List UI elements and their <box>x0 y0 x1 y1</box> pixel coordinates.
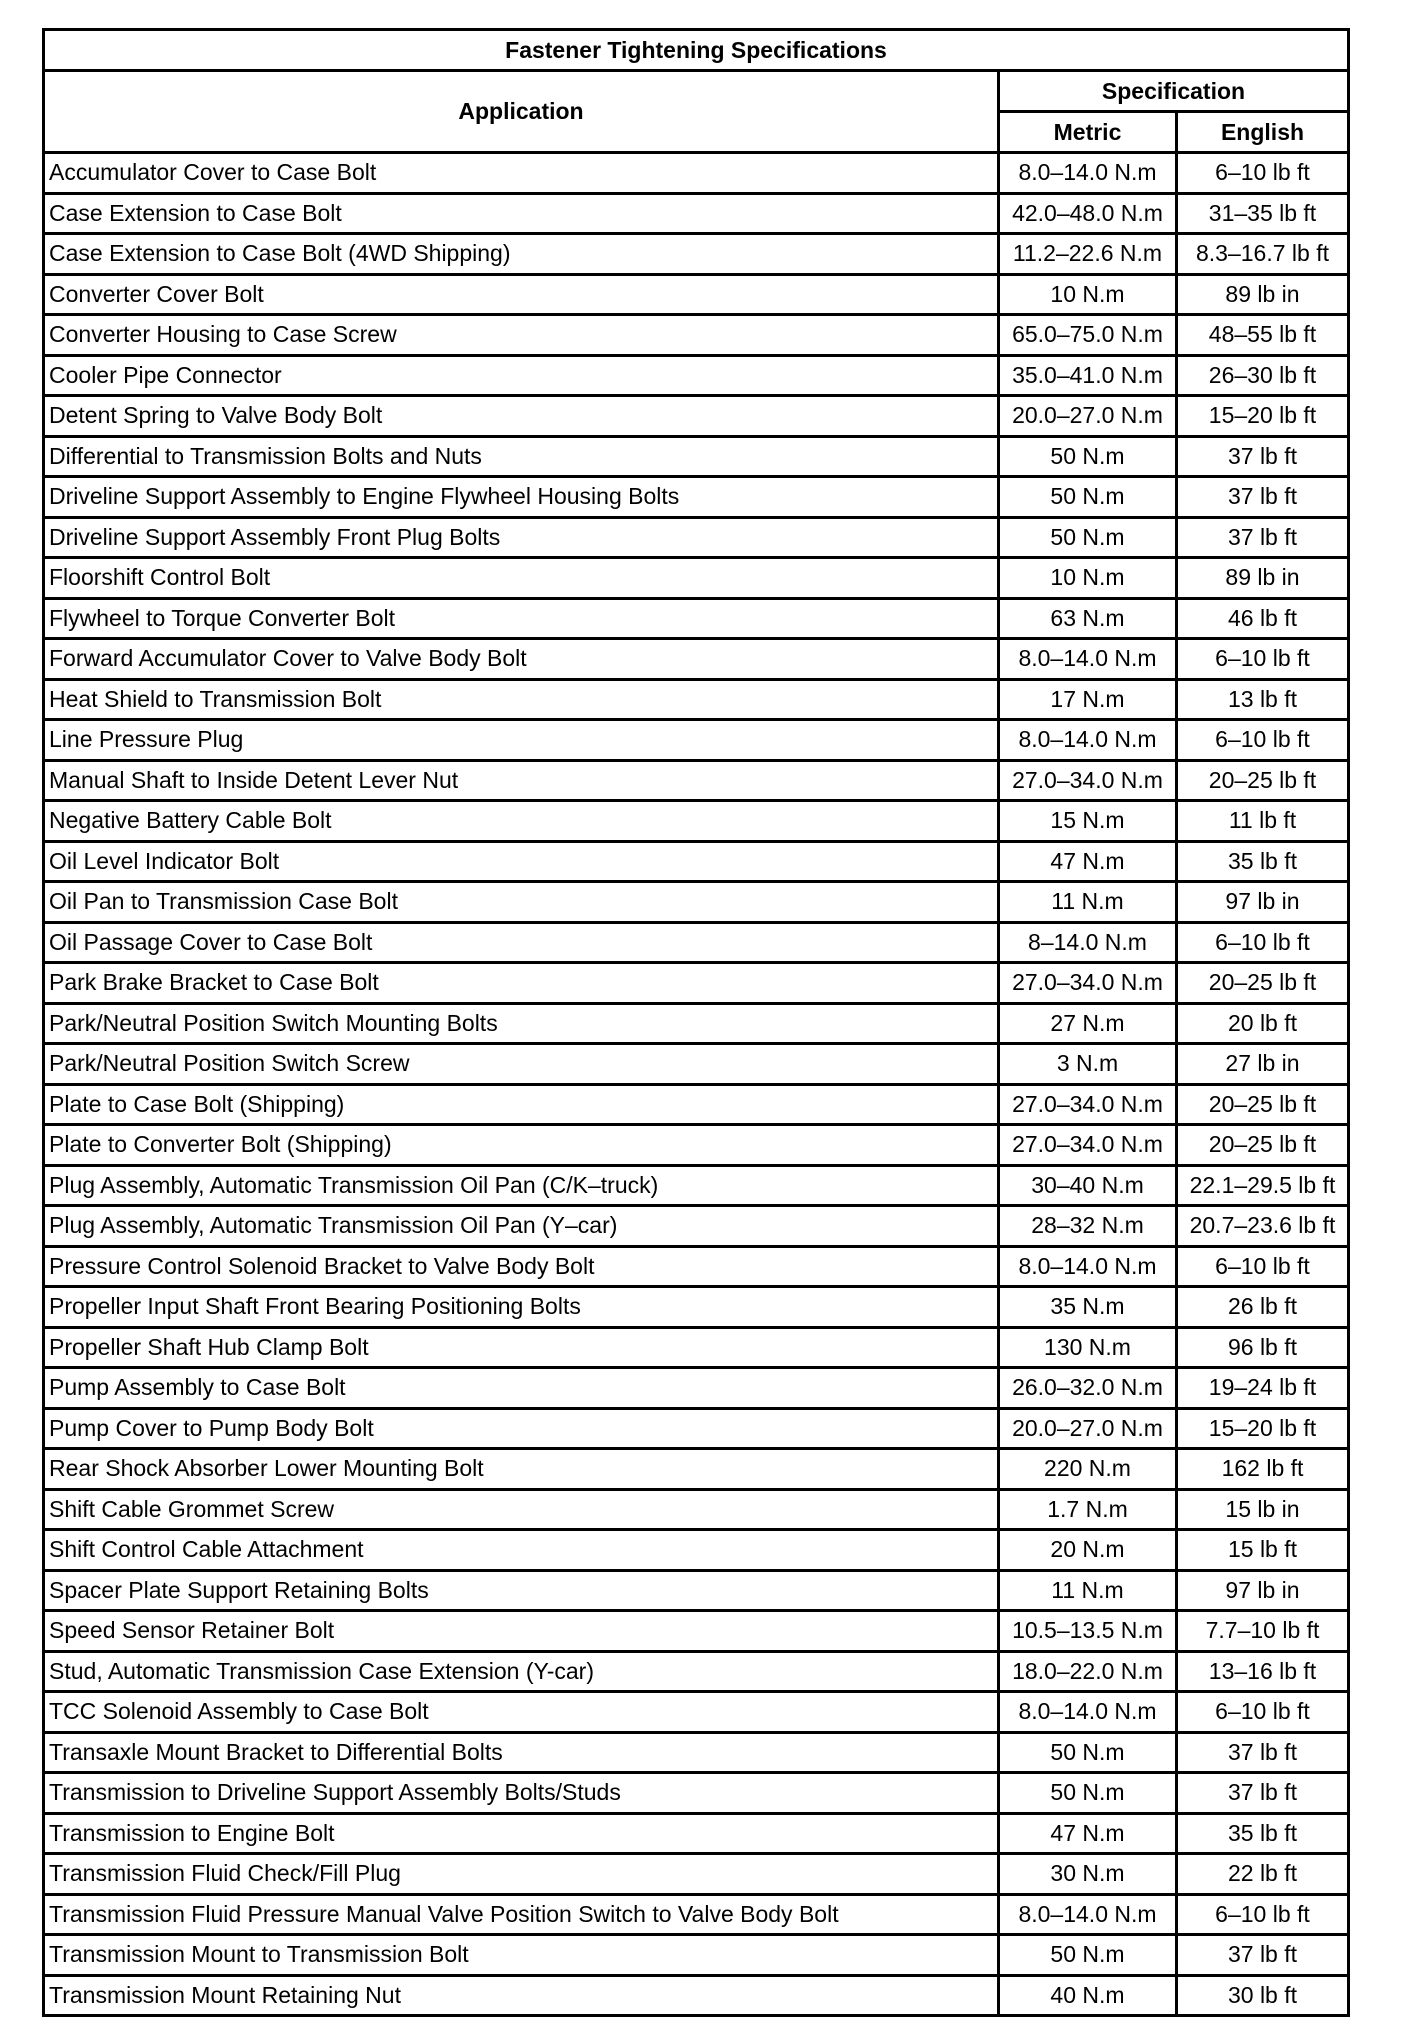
cell-english: 89 lb in <box>1177 274 1349 315</box>
cell-metric: 26.0–32.0 N.m <box>999 1368 1177 1409</box>
cell-english: 20 lb ft <box>1177 1003 1349 1044</box>
cell-metric: 20.0–27.0 N.m <box>999 1408 1177 1449</box>
cell-english: 37 lb ft <box>1177 477 1349 518</box>
cell-metric: 10 N.m <box>999 558 1177 599</box>
cell-application: Park/Neutral Position Switch Mounting Bolts <box>44 1003 999 1044</box>
cell-metric: 27 N.m <box>999 1003 1177 1044</box>
cell-metric: 27.0–34.0 N.m <box>999 963 1177 1004</box>
table-row <box>44 396 1349 437</box>
table-row <box>44 1570 1349 1611</box>
cell-application: Transmission to Engine Bolt <box>44 1813 999 1854</box>
table-row <box>44 1408 1349 1449</box>
cell-application: Rear Shock Absorber Lower Mounting Bolt <box>44 1449 999 1490</box>
cell-application: Driveline Support Assembly to Engine Flywheel Housing Bolts <box>44 477 999 518</box>
table-row <box>44 1084 1349 1125</box>
cell-application: Transmission Mount Retaining Nut <box>44 1975 999 2016</box>
table-row <box>44 1003 1349 1044</box>
cell-application: Oil Passage Cover to Case Bolt <box>44 922 999 963</box>
table-row <box>44 1813 1349 1854</box>
cell-application: Transaxle Mount Bracket to Differential Bolts <box>44 1732 999 1773</box>
cell-application: Plug Assembly, Automatic Transmission Oil Pan (Y–car) <box>44 1206 999 1247</box>
table-row <box>44 1894 1349 1935</box>
cell-application: Park Brake Bracket to Case Bolt <box>44 963 999 1004</box>
cell-english: 35 lb ft <box>1177 1813 1349 1854</box>
cell-metric: 50 N.m <box>999 436 1177 477</box>
cell-application: Driveline Support Assembly Front Plug Bolts <box>44 517 999 558</box>
cell-english: 22.1–29.5 lb ft <box>1177 1165 1349 1206</box>
table-row <box>44 355 1349 396</box>
cell-application: Plug Assembly, Automatic Transmission Oil Pan (C/K–truck) <box>44 1165 999 1206</box>
cell-application: Stud, Automatic Transmission Case Extension (Y-car) <box>44 1651 999 1692</box>
cell-application: TCC Solenoid Assembly to Case Bolt <box>44 1692 999 1733</box>
table-row <box>44 558 1349 599</box>
cell-application: Cooler Pipe Connector <box>44 355 999 396</box>
table-row <box>44 1368 1349 1409</box>
fastener-spec-table <box>42 28 1350 2017</box>
cell-english: 97 lb in <box>1177 1570 1349 1611</box>
cell-application: Transmission Mount to Transmission Bolt <box>44 1935 999 1976</box>
cell-application: Differential to Transmission Bolts and Nuts <box>44 436 999 477</box>
cell-metric: 15 N.m <box>999 801 1177 842</box>
table-row <box>44 1165 1349 1206</box>
cell-english: 13 lb ft <box>1177 679 1349 720</box>
cell-metric: 8.0–14.0 N.m <box>999 1894 1177 1935</box>
table-row <box>44 679 1349 720</box>
cell-metric: 8.0–14.0 N.m <box>999 639 1177 680</box>
table-row <box>44 1854 1349 1895</box>
cell-application: Plate to Converter Bolt (Shipping) <box>44 1125 999 1166</box>
cell-application: Speed Sensor Retainer Bolt <box>44 1611 999 1652</box>
cell-application: Transmission to Driveline Support Assembly Bolts/Studs <box>44 1773 999 1814</box>
cell-english: 19–24 lb ft <box>1177 1368 1349 1409</box>
cell-metric: 30–40 N.m <box>999 1165 1177 1206</box>
cell-application: Oil Pan to Transmission Case Bolt <box>44 882 999 923</box>
cell-metric: 220 N.m <box>999 1449 1177 1490</box>
cell-metric: 8.0–14.0 N.m <box>999 720 1177 761</box>
cell-metric: 47 N.m <box>999 841 1177 882</box>
cell-english: 6–10 lb ft <box>1177 639 1349 680</box>
table-row <box>44 517 1349 558</box>
table-title: Fastener Tightening Specifications <box>44 30 1349 71</box>
table-row <box>44 1206 1349 1247</box>
cell-english: 35 lb ft <box>1177 841 1349 882</box>
cell-english: 7.7–10 lb ft <box>1177 1611 1349 1652</box>
table-row <box>44 1489 1349 1530</box>
cell-metric: 27.0–34.0 N.m <box>999 1125 1177 1166</box>
cell-application: Converter Cover Bolt <box>44 274 999 315</box>
table-row <box>44 1692 1349 1733</box>
cell-metric: 47 N.m <box>999 1813 1177 1854</box>
cell-english: 11 lb ft <box>1177 801 1349 842</box>
cell-metric: 30 N.m <box>999 1854 1177 1895</box>
cell-metric: 8–14.0 N.m <box>999 922 1177 963</box>
cell-english: 37 lb ft <box>1177 1732 1349 1773</box>
cell-english: 13–16 lb ft <box>1177 1651 1349 1692</box>
table-row <box>44 436 1349 477</box>
cell-english: 20–25 lb ft <box>1177 1084 1349 1125</box>
cell-metric: 35 N.m <box>999 1287 1177 1328</box>
cell-english: 96 lb ft <box>1177 1327 1349 1368</box>
cell-metric: 20 N.m <box>999 1530 1177 1571</box>
cell-english: 37 lb ft <box>1177 1773 1349 1814</box>
table-row <box>44 234 1349 275</box>
table-row <box>44 193 1349 234</box>
cell-metric: 11 N.m <box>999 882 1177 923</box>
cell-metric: 50 N.m <box>999 477 1177 518</box>
cell-english: 6–10 lb ft <box>1177 153 1349 194</box>
cell-application: Heat Shield to Transmission Bolt <box>44 679 999 720</box>
cell-english: 48–55 lb ft <box>1177 315 1349 356</box>
cell-application: Pump Assembly to Case Bolt <box>44 1368 999 1409</box>
cell-metric: 42.0–48.0 N.m <box>999 193 1177 234</box>
cell-application: Detent Spring to Valve Body Bolt <box>44 396 999 437</box>
cell-english: 27 lb in <box>1177 1044 1349 1085</box>
cell-english: 8.3–16.7 lb ft <box>1177 234 1349 275</box>
cell-english: 26 lb ft <box>1177 1287 1349 1328</box>
table-row <box>44 598 1349 639</box>
cell-application: Spacer Plate Support Retaining Bolts <box>44 1570 999 1611</box>
cell-metric: 50 N.m <box>999 1935 1177 1976</box>
cell-english: 162 lb ft <box>1177 1449 1349 1490</box>
cell-metric: 63 N.m <box>999 598 1177 639</box>
table-row <box>44 1975 1349 2016</box>
cell-english: 20–25 lb ft <box>1177 760 1349 801</box>
cell-metric: 18.0–22.0 N.m <box>999 1651 1177 1692</box>
cell-application: Manual Shaft to Inside Detent Lever Nut <box>44 760 999 801</box>
cell-application: Case Extension to Case Bolt <box>44 193 999 234</box>
header-application: Application <box>44 71 999 153</box>
table-row <box>44 1246 1349 1287</box>
table-row <box>44 1651 1349 1692</box>
cell-english: 37 lb ft <box>1177 436 1349 477</box>
cell-metric: 8.0–14.0 N.m <box>999 1692 1177 1733</box>
table-row <box>44 1287 1349 1328</box>
table-row <box>44 801 1349 842</box>
cell-application: Propeller Shaft Hub Clamp Bolt <box>44 1327 999 1368</box>
cell-application: Shift Control Cable Attachment <box>44 1530 999 1571</box>
table-body <box>44 153 1349 2016</box>
header-metric: Metric <box>999 112 1177 153</box>
cell-metric: 10 N.m <box>999 274 1177 315</box>
cell-application: Transmission Fluid Pressure Manual Valve Position Switch to Valve Body Bolt <box>44 1894 999 1935</box>
cell-english: 6–10 lb ft <box>1177 922 1349 963</box>
header-specification: Specification <box>999 71 1349 112</box>
cell-metric: 40 N.m <box>999 1975 1177 2016</box>
cell-application: Shift Cable Grommet Screw <box>44 1489 999 1530</box>
cell-metric: 17 N.m <box>999 679 1177 720</box>
cell-application: Oil Level Indicator Bolt <box>44 841 999 882</box>
table-row <box>44 1732 1349 1773</box>
cell-metric: 27.0–34.0 N.m <box>999 760 1177 801</box>
table-row <box>44 1611 1349 1652</box>
cell-application: Pump Cover to Pump Body Bolt <box>44 1408 999 1449</box>
table-row <box>44 1327 1349 1368</box>
cell-english: 97 lb in <box>1177 882 1349 923</box>
cell-metric: 50 N.m <box>999 1773 1177 1814</box>
cell-metric: 8.0–14.0 N.m <box>999 153 1177 194</box>
cell-metric: 28–32 N.m <box>999 1206 1177 1247</box>
cell-application: Case Extension to Case Bolt (4WD Shipping) <box>44 234 999 275</box>
cell-english: 26–30 lb ft <box>1177 355 1349 396</box>
cell-application: Flywheel to Torque Converter Bolt <box>44 598 999 639</box>
table-row <box>44 963 1349 1004</box>
table-row <box>44 477 1349 518</box>
table-row <box>44 760 1349 801</box>
cell-english: 6–10 lb ft <box>1177 1894 1349 1935</box>
cell-application: Park/Neutral Position Switch Screw <box>44 1044 999 1085</box>
table-row <box>44 882 1349 923</box>
table-row <box>44 153 1349 194</box>
cell-metric: 50 N.m <box>999 517 1177 558</box>
table-row <box>44 274 1349 315</box>
table-row <box>44 1449 1349 1490</box>
cell-english: 31–35 lb ft <box>1177 193 1349 234</box>
table-row <box>44 1125 1349 1166</box>
cell-english: 15 lb in <box>1177 1489 1349 1530</box>
cell-metric: 20.0–27.0 N.m <box>999 396 1177 437</box>
cell-english: 30 lb ft <box>1177 1975 1349 2016</box>
cell-metric: 50 N.m <box>999 1732 1177 1773</box>
cell-application: Line Pressure Plug <box>44 720 999 761</box>
cell-application: Pressure Control Solenoid Bracket to Valve Body Bolt <box>44 1246 999 1287</box>
table-row <box>44 1530 1349 1571</box>
table-row <box>44 720 1349 761</box>
cell-english: 15 lb ft <box>1177 1530 1349 1571</box>
cell-english: 46 lb ft <box>1177 598 1349 639</box>
cell-english: 37 lb ft <box>1177 1935 1349 1976</box>
table-row <box>44 1044 1349 1085</box>
cell-metric: 130 N.m <box>999 1327 1177 1368</box>
cell-application: Plate to Case Bolt (Shipping) <box>44 1084 999 1125</box>
cell-english: 15–20 lb ft <box>1177 396 1349 437</box>
cell-english: 15–20 lb ft <box>1177 1408 1349 1449</box>
cell-metric: 11.2–22.6 N.m <box>999 234 1177 275</box>
cell-english: 20.7–23.6 lb ft <box>1177 1206 1349 1247</box>
table-row <box>44 1935 1349 1976</box>
cell-application: Floorshift Control Bolt <box>44 558 999 599</box>
cell-application: Propeller Input Shaft Front Bearing Positioning Bolts <box>44 1287 999 1328</box>
table-row <box>44 922 1349 963</box>
cell-english: 22 lb ft <box>1177 1854 1349 1895</box>
cell-metric: 65.0–75.0 N.m <box>999 315 1177 356</box>
cell-metric: 10.5–13.5 N.m <box>999 1611 1177 1652</box>
header-english: English <box>1177 112 1349 153</box>
table-row <box>44 315 1349 356</box>
table-row <box>44 639 1349 680</box>
cell-english: 20–25 lb ft <box>1177 963 1349 1004</box>
cell-application: Forward Accumulator Cover to Valve Body Bolt <box>44 639 999 680</box>
cell-metric: 35.0–41.0 N.m <box>999 355 1177 396</box>
cell-english: 37 lb ft <box>1177 517 1349 558</box>
cell-metric: 1.7 N.m <box>999 1489 1177 1530</box>
cell-english: 6–10 lb ft <box>1177 1692 1349 1733</box>
cell-application: Converter Housing to Case Screw <box>44 315 999 356</box>
table-row <box>44 1773 1349 1814</box>
cell-english: 20–25 lb ft <box>1177 1125 1349 1166</box>
cell-application: Transmission Fluid Check/Fill Plug <box>44 1854 999 1895</box>
cell-application: Negative Battery Cable Bolt <box>44 801 999 842</box>
cell-english: 6–10 lb ft <box>1177 720 1349 761</box>
cell-metric: 11 N.m <box>999 1570 1177 1611</box>
cell-metric: 8.0–14.0 N.m <box>999 1246 1177 1287</box>
table-row <box>44 841 1349 882</box>
cell-english: 89 lb in <box>1177 558 1349 599</box>
cell-application: Accumulator Cover to Case Bolt <box>44 153 999 194</box>
cell-metric: 27.0–34.0 N.m <box>999 1084 1177 1125</box>
cell-metric: 3 N.m <box>999 1044 1177 1085</box>
cell-english: 6–10 lb ft <box>1177 1246 1349 1287</box>
